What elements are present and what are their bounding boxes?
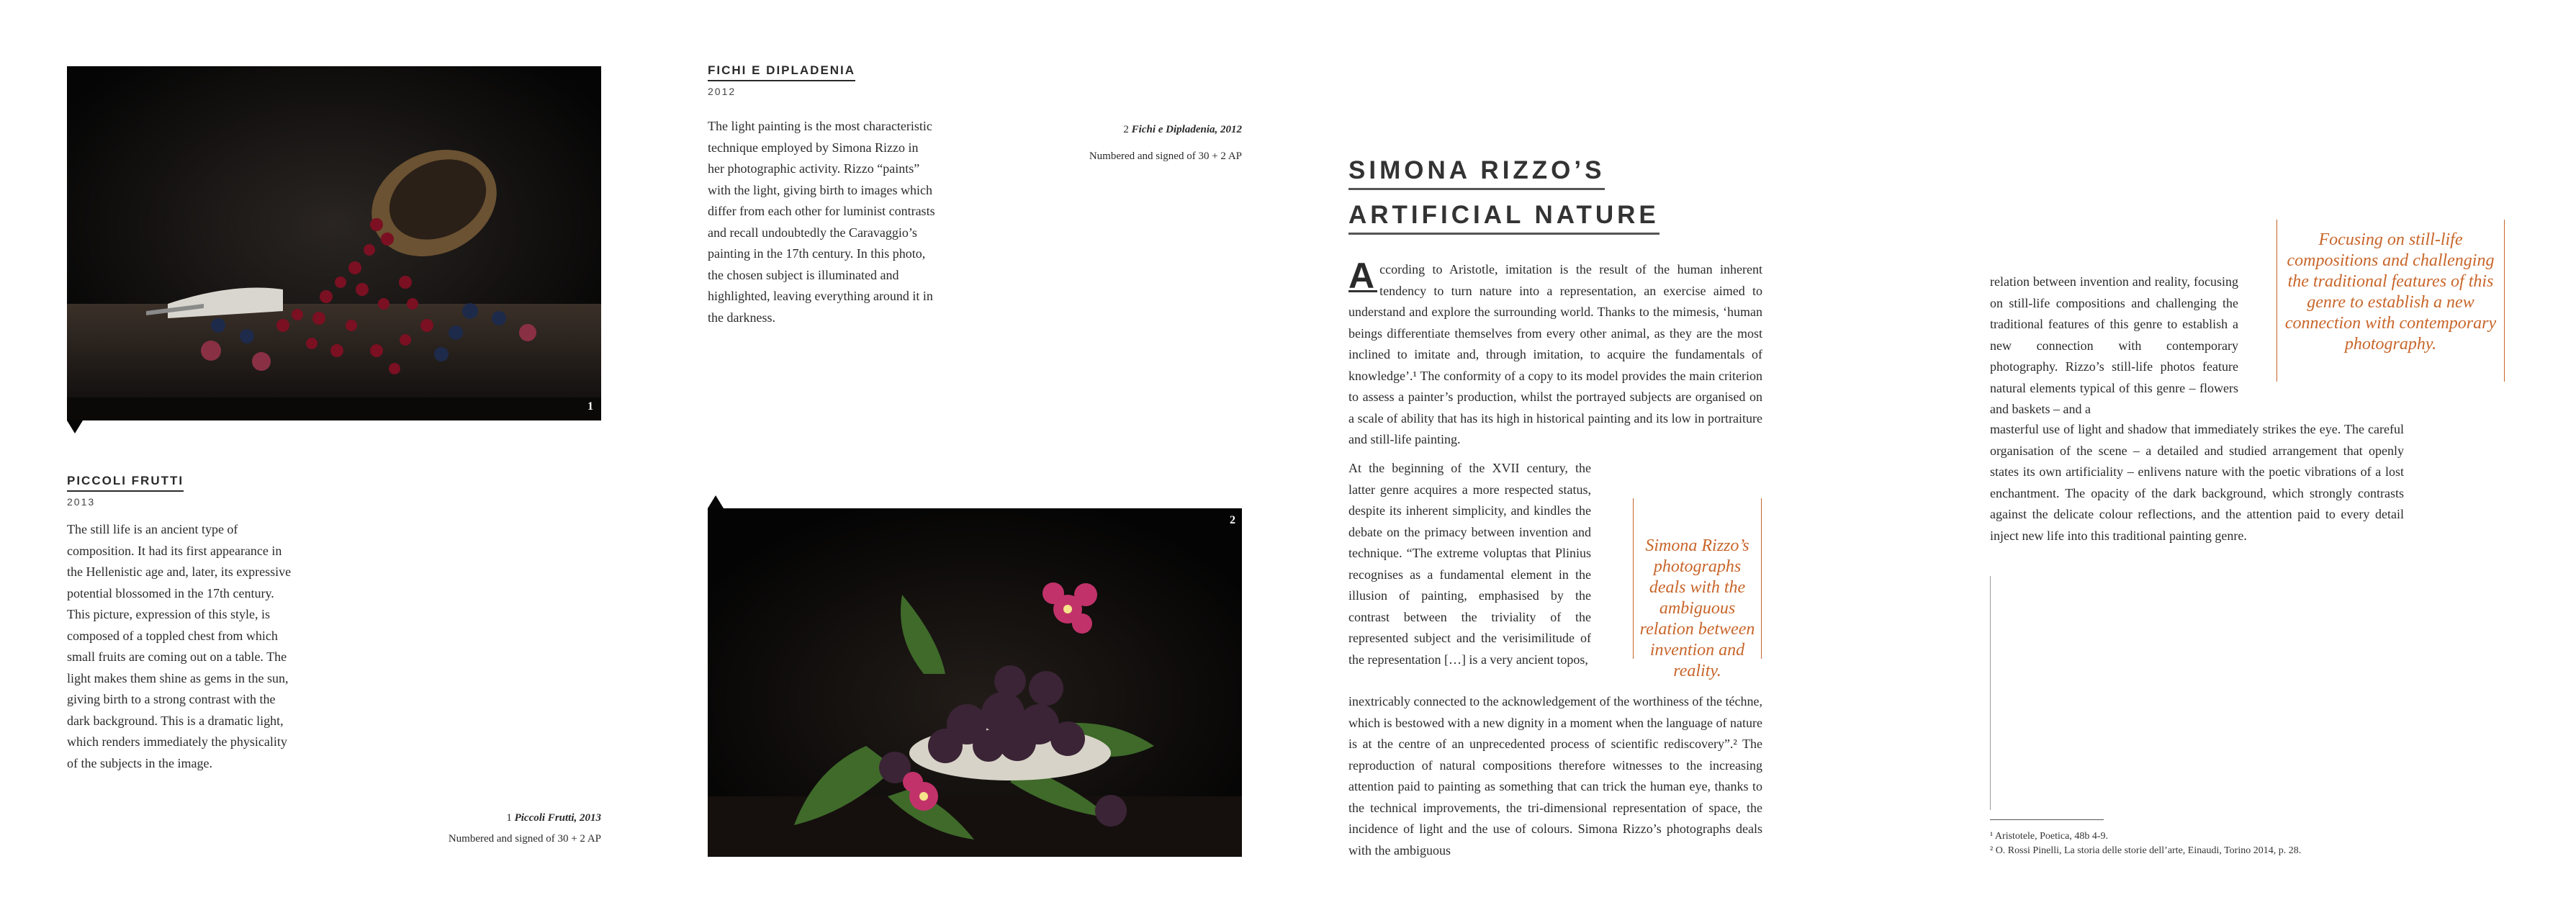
headline-line-1: SIMONA RIZZO’S	[1348, 156, 1605, 190]
footnotes	[1990, 829, 2494, 858]
piccoli-line: light makes them shine as gems in the sun,	[67, 670, 289, 685]
berries-still-life-image	[67, 66, 601, 420]
essay-paragraph-a	[1348, 256, 1762, 451]
drop-cap: A	[1348, 261, 1377, 292]
essay-text-c: inextricably connected to the acknowledgement of the worthiness of the téchne, which is bestowed with a new dignity in a moment when the language of nature is at the centre of an unprecedented process of scientific rediscovery”.² The reproduction of natural compositions therefore witnesses to the increasing attention paid to painting as something that can trick the human eye, thanks to the technical improvements, the tri-dimensional representation of space, the incidence of light and the use of colours. Simona Rizzo’s photographs deals with the ambiguous	[1348, 694, 1762, 858]
headline-line-2: ARTIFICIAL NATURE	[1348, 200, 1659, 235]
piccoli-line: potential blossomed in the 17th century.	[67, 585, 274, 600]
essay-col2-text-full: masterful use of light and shadow that immediately strikes the eye. The careful organisation of the scene – a detailed and studied arrangement that openly states its own artificiality – enlivens nature with the poetic vibrations of a lost enchantment. The opacity of the dark background, which strongly contrasts against the delicate colour reflections, and the attention paid to every detail inject new life into this traditional painting genre.	[1990, 422, 2404, 543]
piccoli-line: composition. It had its first appearance in	[67, 543, 282, 558]
footnote-1: ¹ Aristotele, Poetica, 48b 4-9.	[1990, 831, 2109, 842]
essay-column-2-full	[1990, 419, 2404, 546]
essay-paragraph-c	[1348, 691, 1762, 861]
photo-number-2: 2	[1230, 514, 1235, 526]
fichi-line: with the light, giving birth to images which	[708, 182, 932, 197]
pull-quote-2	[2276, 220, 2505, 382]
pull-quote-1	[1633, 498, 1762, 680]
photo-berries-basket	[67, 66, 601, 420]
photo-1-pointer-marker	[67, 420, 83, 433]
piccoli-line: This picture, expression of this style, is	[67, 607, 270, 621]
piccoli-description	[67, 519, 341, 774]
piccoli-year: 2013	[67, 496, 96, 508]
fichi-credit-title: Fichi e Dipladenia, 2012	[1131, 124, 1242, 135]
fichi-description	[708, 116, 996, 328]
fichi-edition: Numbered and signed of 30 + 2 AP	[1089, 150, 1242, 162]
piccoli-line: composed of a toppled chest from which	[67, 628, 278, 643]
fichi-line: her photographic activity. Rizzo “paints”	[708, 161, 920, 176]
piccoli-edition: Numbered and signed of 30 + 2 AP	[448, 833, 601, 845]
piccoli-line: small fruits are coming out on a table. The	[67, 649, 287, 664]
piccoli-credit-title: Piccoli Frutti, 2013	[514, 812, 601, 824]
photo-figs-dipladenia	[708, 508, 1242, 857]
footnote-2: ² O. Rossi Pinelli, La storia delle storie dell’arte, Einaudi, Torino 2014, p. 28.	[1990, 845, 2302, 856]
fichi-line: the darkness.	[708, 310, 775, 325]
fichi-year: 2012	[708, 86, 737, 97]
fichi-line: technique employed by Simona Rizzo in	[708, 140, 919, 155]
piccoli-line: The still life is an ancient type of	[67, 522, 238, 536]
piccoli-credit-number: 1	[506, 812, 512, 824]
fichi-caption	[708, 63, 996, 328]
piccoli-caption	[67, 474, 341, 774]
essay-paragraph-b	[1348, 458, 1591, 670]
essay-col2-text-narrow: relation between invention and reality, focusing on still-life compositions and challenging the traditional features of this genre to establish a new connection with contemporary photography. Rizzo’s still-life photos feature natural elements typical of this genre – flowers and baskets – and a	[1990, 274, 2238, 416]
piccoli-line: the Hellenistic age and, later, its expressive	[67, 564, 292, 579]
figs-still-life-image	[708, 508, 1242, 857]
essay-headline	[1348, 156, 1659, 235]
piccoli-line: which renders immediately the physicality	[67, 734, 287, 749]
fichi-line: the chosen subject is illuminated and	[708, 267, 899, 282]
fichi-credit-number: 2	[1123, 124, 1129, 135]
fichi-credit	[954, 124, 1242, 163]
fichi-line: and recall undoubtedly the Caravaggio’s	[708, 225, 917, 240]
photo-number-1: 1	[587, 400, 593, 413]
column-divider-line	[1990, 576, 1991, 810]
fichi-line: differ from each other for luminist contrasts	[708, 204, 935, 218]
footnote-rule	[1990, 819, 2104, 820]
essay-column-2-narrow	[1990, 271, 2238, 420]
essay-text-a: ccording to Aristotle, imitation is the result of the human inherent tendency to turn nature into a representation, an exercise aimed to understand and explore the surrounding world. Thanks to the mimesis, ‘human beings differentiate themselves from every other animal, as they are the most inclined to imitate and, through imitation, to acquire the fundamentals of knowledge’.¹ The conformity of a copy to its model provides the main criterion to assess a painter’s production, whilst the portrayed subjects are organised on a scale of ability that has its high in historical painting and its low in portraiture and still-life painting.	[1348, 262, 1762, 446]
piccoli-line: of the subjects in the image.	[67, 755, 212, 770]
essay-text-b: At the beginning of the XVII century, the latter genre acquires a more respected status, despite its inherent simplicity, and kindles the debate on the primacy between invention and technique. “The extreme voluptas that Plinius recognises as a fundamental element in the illusion of painting, emphasised by the contrast between the triviality of the represented subject and the verisimilitude of the representation […] is a very ancient topos,	[1348, 461, 1591, 667]
pull-quote-2-text: Focusing on still-life compositions and challenging the traditional features of this genre to establish a new connection with contemporary photography.	[2284, 230, 2497, 354]
piccoli-line: dark background. This is a dramatic light,	[67, 713, 284, 728]
photo-2-pointer-marker	[708, 495, 724, 508]
fichi-title: FICHI E DIPLADENIA	[708, 63, 855, 81]
fichi-line: painting in the 17th century. In this photo,	[708, 246, 926, 261]
fichi-line: The light painting is the most characteristic	[708, 119, 932, 133]
piccoli-credit	[313, 812, 601, 845]
piccoli-line: giving birth to a strong contrast with the	[67, 692, 276, 706]
piccoli-title: PICCOLI FRUTTI	[67, 474, 184, 492]
pull-quote-1-text: Simona Rizzo’s photographs deals with the ambiguous relation between invention and reality.	[1639, 536, 1755, 680]
fichi-line: highlighted, leaving everything around it in	[708, 289, 933, 303]
